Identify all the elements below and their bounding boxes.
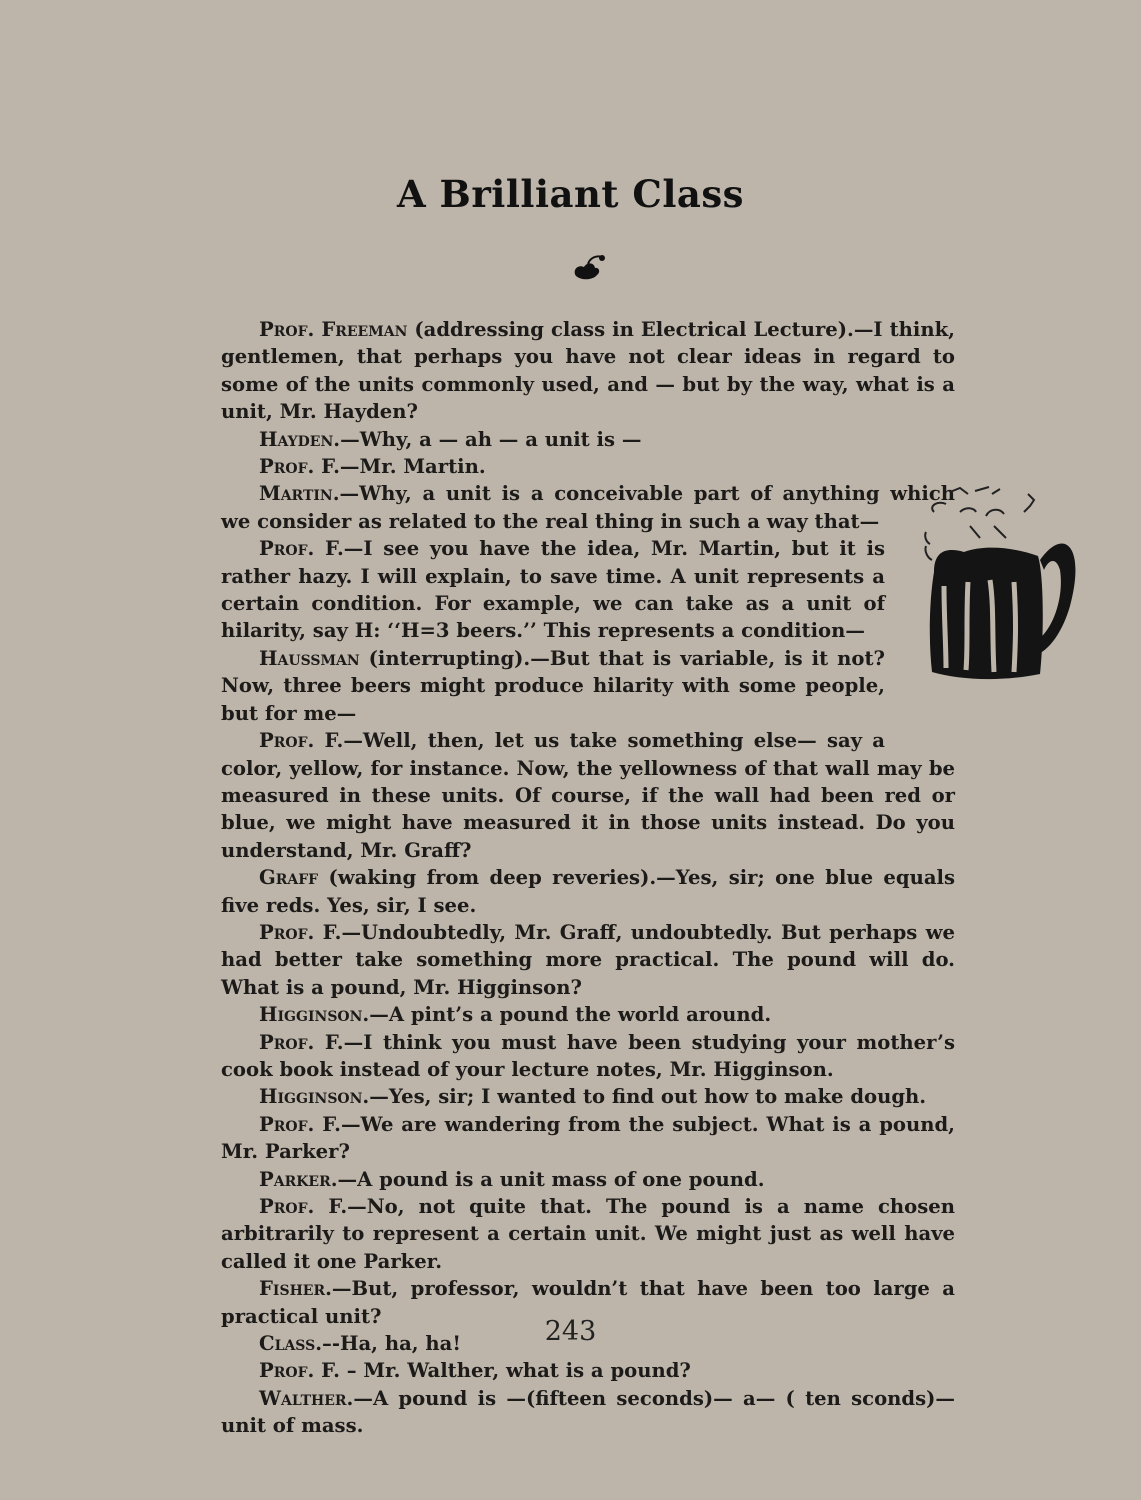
beer-mug-icon <box>920 486 1085 686</box>
dialogue-text: .—Why, a — ah — a unit is — <box>333 427 642 451</box>
dialogue-paragraph <box>221 316 955 426</box>
dialogue-text: .—But, professor, wouldn’t that have been too large a practical unit? <box>221 1277 955 1328</box>
dialogue-paragraph <box>221 1193 955 1275</box>
dialogue-paragraph <box>221 919 955 1001</box>
dialogue-paragraph <box>221 1357 955 1384</box>
dialogue-paragraph <box>221 1029 955 1084</box>
speaker-name: Prof. F. <box>259 729 344 753</box>
dialogue-text: —We are wandering from the subject. What is a pound, Mr. Parker? <box>221 1112 955 1164</box>
speaker-name: Martin <box>259 482 333 506</box>
dialogue-text: .—A pound is a unit mass of one pound. <box>330 1167 765 1191</box>
dialogue-text: – Mr. Walther, what is a pound? <box>339 1359 691 1383</box>
dialogue-text: (interrupting).—But that is variable, is it not? Now, three beers might produce hilarity with some people, but for me— <box>221 646 885 725</box>
dialogue-paragraph <box>221 453 955 480</box>
dialogue-text: —Undoubtedly, Mr. Graff, undoubtedly. But perhaps we had better take something more practical. The pound will do. What is a pound, Mr. Higginson? <box>221 920 955 999</box>
dialogue-paragraph <box>221 645 955 727</box>
speaker-name: Prof. F. <box>259 1112 341 1136</box>
dialogue-text: (waking from deep reveries).—Yes, sir; one blue equals five reds. Yes, sir, I see. <box>221 866 955 917</box>
speaker-name: Parker <box>259 1167 331 1191</box>
speaker-name: Prof. F. <box>259 1030 344 1054</box>
dialogue-text: .–-Ha, ha, ha! <box>315 1332 461 1356</box>
dialogue-text: (addressing class in Electrical Lecture).—I think, gentlemen, that perhaps you have not clear ideas in regard to some of the units commonly used, and — but by the way, what is a unit, Mr. Hayden? <box>221 318 955 424</box>
speaker-name: Walther <box>259 1386 347 1410</box>
page-number: 243 <box>544 1316 597 1347</box>
speaker-name: Prof. Freeman <box>259 318 408 341</box>
dialogue-text: .—A pound is —(fifteen seconds)— a— ( ten sconds)— unit of mass. <box>221 1386 955 1438</box>
dialogue-text: —Mr. Martin. <box>339 455 486 479</box>
ornament-icon <box>568 250 608 284</box>
speaker-name: Prof. F. <box>259 1359 340 1383</box>
dialogue-body <box>221 316 955 1440</box>
speaker-name: Haussman <box>259 646 360 670</box>
page-title: A Brilliant Class <box>396 172 745 216</box>
dialogue-paragraph <box>221 1166 955 1193</box>
dialogue-paragraph <box>221 727 955 864</box>
dialogue-paragraph <box>221 535 955 645</box>
dialogue-paragraph <box>221 864 955 919</box>
speaker-name: Hayden <box>259 427 334 451</box>
dialogue-paragraph <box>221 426 955 453</box>
speaker-name: Prof. F. <box>259 920 342 944</box>
dialogue-paragraph <box>221 1083 955 1110</box>
speaker-name: Class <box>259 1332 316 1356</box>
dialogue-paragraph <box>221 1001 955 1028</box>
dialogue-text: —I think you must have been studying your mother’s cook book instead of your lecture notes, Mr. Higginson. <box>221 1030 955 1081</box>
dialogue-text: .—A pint’s a pound the world around. <box>362 1003 772 1027</box>
dialogue-text: —Well, then, let us take something else— say a color, yellow, for instance. Now, the yellowness of that wall may be measured in these units. Of course, if the wall had been red or blue, we might have measured it in those units instead. Do you understand, Mr. Graff? <box>221 729 955 862</box>
speaker-name: Prof. F. <box>259 537 344 561</box>
speaker-name: Higginson <box>259 1003 363 1027</box>
dialogue-text: .—Yes, sir; I wanted to find out how to make dough. <box>362 1085 927 1109</box>
dialogue-paragraph <box>221 1385 955 1440</box>
speaker-name: Fisher <box>259 1277 326 1301</box>
dialogue-paragraph <box>221 480 955 535</box>
speaker-name: Graff <box>259 866 319 890</box>
speaker-name: Prof. F. <box>259 455 340 479</box>
dialogue-paragraph <box>221 1111 955 1166</box>
dialogue-text: .—Why, a unit is a conceivable part of anything which we consider as related to the real thing in such a way that— <box>221 482 955 533</box>
dialogue-text: —I see you have the idea, Mr. Martin, but it is rather hazy. I will explain, to save time. A unit represents a certain condition. For example, we can take as a unit of hilarity, say H: ‘‘H=3 beers.’’ This represents a condition— <box>221 537 885 643</box>
speaker-name: Prof. F. <box>259 1195 348 1218</box>
dialogue-text: —No, not quite that. The pound is a name chosen arbitrarily to represent a certain unit. We might just as well have called it one Parker. <box>221 1195 955 1273</box>
speaker-name: Higginson <box>259 1085 363 1109</box>
